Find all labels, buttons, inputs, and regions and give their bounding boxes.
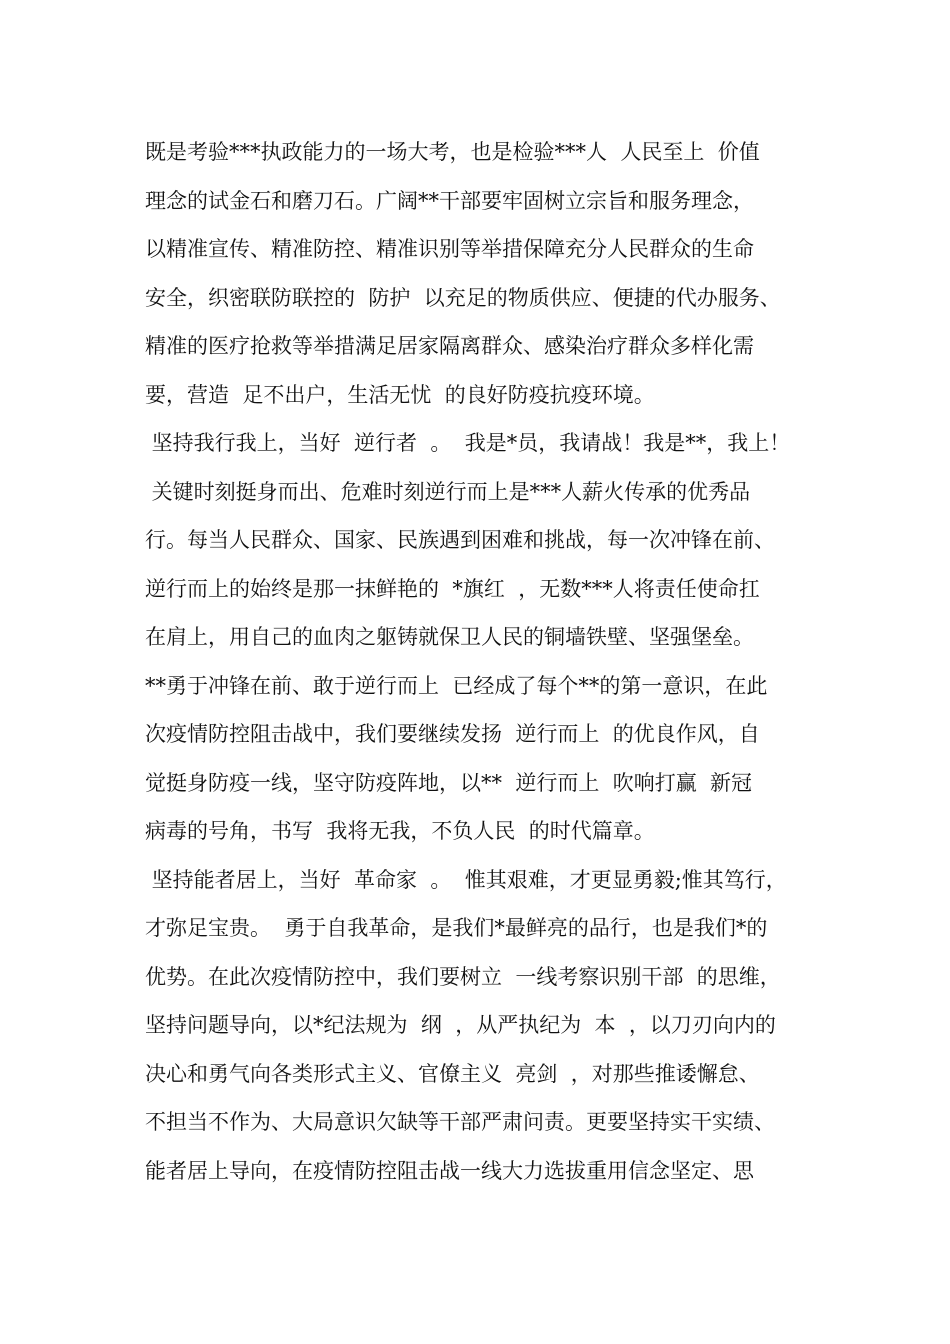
text-line: 能者居上导向，在疫情防控阻击战一线大力选拔重用信念坚定、思 [145,1158,754,1183]
text-line: 优势。在此次疫情防控中，我们要树立 一线考察识别干部 的思维， [145,964,781,989]
text-line: 既是考验***执政能力的一场大考，也是检验***人 人民至上 价值 [145,140,760,164]
text-line: 决心和勇气向各类形式主义、官僚主义 亮剑 ，对那些推诿懈怠、 [145,1061,760,1086]
text-line: 要，营造 足不出户，生活无忧 的良好防疫抗疫环境。 [145,382,655,407]
text-line: 安全，织密联防联控的 防护 以充足的物质供应、便捷的代办服务、 [145,285,781,310]
text-line: 在肩上，用自己的血肉之躯铸就保卫人民的铜墙铁壁、坚强堡垒。 [145,625,754,649]
text-line: 坚持问题导向，以*纪法规为 纲 ，从严执纪为 本 ，以刀刃向内的 [145,1013,776,1037]
text-line: 不担当不作为、大局意识欠缺等干部严肃问责。更要坚持实干实绩、 [145,1110,775,1134]
body-text [145,132,845,1199]
text-line: 关键时刻挺身而出、危难时刻逆行而上是***人薪火传承的优秀品 [145,479,751,504]
text-line: 才弥足宝贵。 勇于自我革命，是我们*最鲜亮的品行，也是我们*的 [145,916,768,940]
text-line: 精准的医疗抢救等举措满足居家隔离群众、感染治疗群众多样化需 [145,334,754,358]
text-line: 病毒的号角，书写 我将无我，不负人民 的时代篇章。 [145,819,655,843]
text-line: 逆行而上的始终是那一抹鲜艳的 *旗红 ，无数***人将责任使命扛 [145,576,760,601]
text-line: 行。每当人民群众、国家、民族遇到困难和挑战，每一次冲锋在前、 [145,528,775,552]
text-line: 次疫情防控阻击战中，我们要继续发扬 逆行而上 的优良作风，自 [145,722,760,746]
text-line: 以精准宣传、精准防控、精准识别等举措保障充分人民群众的生命 [145,237,754,261]
text-line: 坚持能者居上，当好 革命家 。 惟其艰难，才更显勇毅;惟其笃行， [145,867,787,892]
text-line: 坚持我行我上，当好 逆行者 。 我是*员，我请战！我是**，我上！ [145,431,791,455]
text-line: 觉挺身防疫一线，坚守防疫阵地，以** 逆行而上 吹响打赢 新冠 [145,770,753,795]
text-line: **勇于冲锋在前、敢于逆行而上 已经成了每个**的第一意识，在此 [145,673,768,698]
text-line: 理念的试金石和磨刀石。广阔**干部要牢固树立宗旨和服务理念， [145,188,754,213]
